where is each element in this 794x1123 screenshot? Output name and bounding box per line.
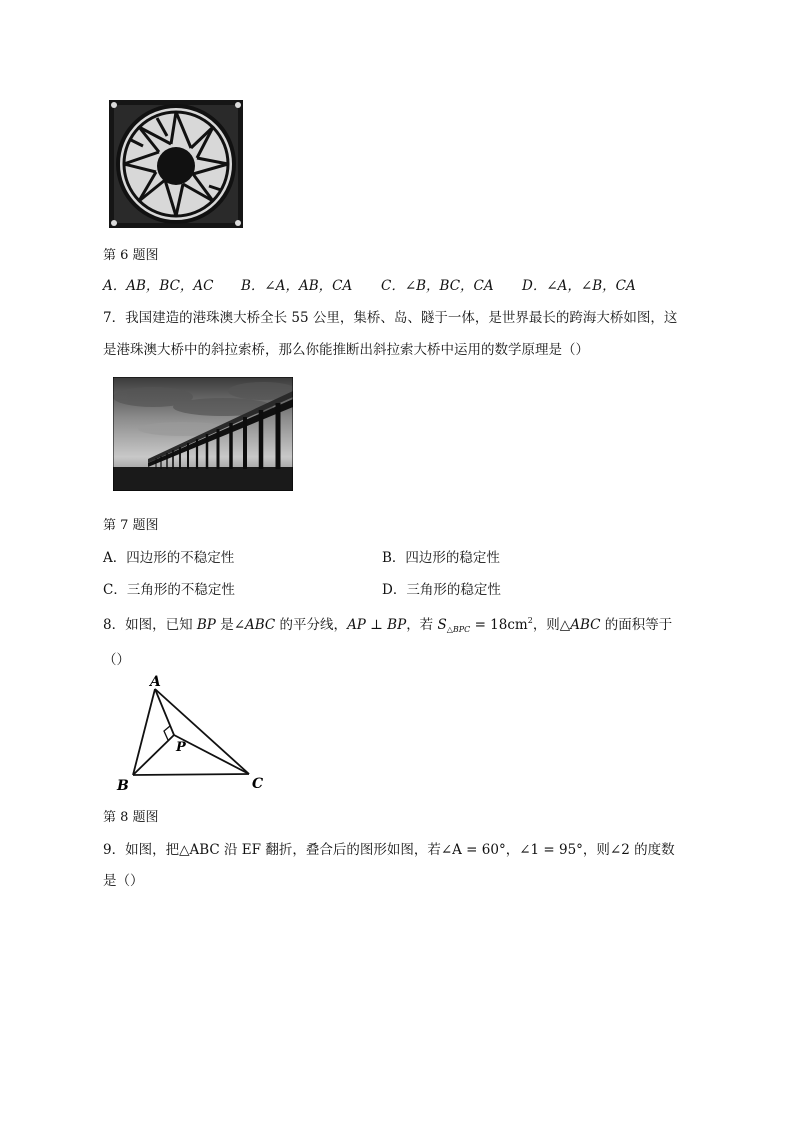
q7-option-a: A．四边形的不稳定性: [103, 550, 235, 566]
q6-option-d: D．∠A，∠B，CA: [522, 278, 636, 294]
q7-option-c: C．三角形的不稳定性: [103, 582, 235, 598]
q7-text-line-1: 7．我国建造的港珠澳大桥全长 55 公里，集桥、岛、隧于一体，是世界最长的跨海大桥如图，这: [103, 310, 678, 326]
q7-text-line-2: 是港珠澳大桥中的斜拉索桥，那么你能推断出斜拉索大桥中运用的数学原理是（）: [103, 342, 589, 358]
label-p: P: [176, 740, 186, 755]
q6-option-c: C．∠B，BC，CA: [381, 278, 494, 294]
q8-caption: 第 8 题图: [103, 810, 159, 825]
q6-window-figure: [109, 100, 243, 228]
q8-text-line-2: （）: [103, 652, 130, 668]
q8-triangle-figure: [113, 672, 273, 796]
q6-option-a: A．AB，BC，AC: [103, 278, 214, 294]
q7-bridge-photo: [113, 377, 293, 491]
q9-text-line-1: 9．如图，把△ABC 沿 EF 翻折，叠合后的图形如图，若∠A = 60°，∠1 = 95°，则∠2 的度数: [103, 842, 675, 858]
label-a: A: [150, 674, 161, 690]
q7-caption: 第 7 题图: [103, 518, 159, 533]
q6-caption: 第 6 题图: [103, 248, 159, 263]
q9-text-line-2: 是（）: [103, 873, 144, 889]
label-b: B: [117, 778, 129, 794]
q8-text-line-1: 8．如图，已知 BP 是∠ABC 的平分线，AP ⊥ BP，若 $S_{\triangle BPC} = 18cm^2$，则△ABC 的面积等于: [103, 616, 673, 634]
label-c: C: [252, 776, 264, 792]
q7-option-b: B．四边形的稳定性: [382, 550, 500, 566]
q6-option-b: B．∠A，AB，CA: [241, 278, 353, 294]
q7-option-d: D．三角形的稳定性: [382, 582, 501, 598]
